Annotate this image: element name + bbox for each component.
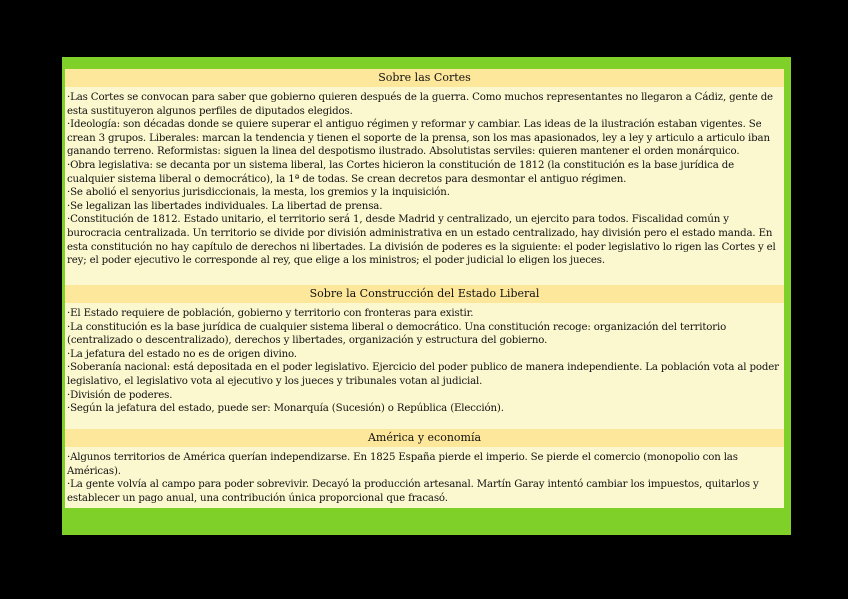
paragraph: ·Algunos territorios de América querían independizarse. En 1825 España pierde el imperio. Se pierde el comercio (monopolio con las Américas). [67, 452, 738, 477]
paragraph: ·Constitución de 1812. Estado unitario, el territorio será 1, desde Madrid y centralizado, un ejercito para todos. Fiscalidad común y burocracia centralizada. Un territorio se divide por división administrativa en un estado centralizado, hay división pero el estado manda. En esta constitución no hay capítulo de derechos ni libertades. La división de poderes es la siguiente: el poder legislativo lo rigen las Cortes y el rey; el poder ejecutivo le corresponde al rey, que elige a los ministros; el poder judicial lo eligen los jueces. [67, 214, 776, 267]
paragraph: ·Soberanía nacional: está depositada en el poder legislativo. Ejercicio del poder publico de manera independiente. La población vota al poder legislativo, el legislativo vota al ejecutivo y los jueces y tribunales votan al judicial. [67, 362, 779, 387]
section-estado-liberal [65, 285, 784, 429]
section-body [65, 447, 784, 509]
paragraph: ·Ideología: son décadas donde se quiere superar el antiguo régimen y reformar y cambiar. Las ideas de la ilustración estaban vigentes. Se crean 3 grupos. Liberales: marcan la tendencia y tienen el soporte de la prensa, son los mas apasionados, ley a ley y articulo a articulo iban ganando terreno. Reformistas: siguen la linea del despotismo ilustrado. Absolutistas serviles: quieren mantener el orden monárquico. [67, 119, 770, 158]
paragraph: ·Según la jefatura del estado, puede ser: Monarquía (Sucesión) o República (Elección). [67, 403, 504, 415]
paragraph: ·La jefatura del estado no es de origen divino. [67, 348, 297, 360]
section-title: Sobre la Construcción del Estado Liberal [65, 285, 784, 303]
paragraph: ·Obra legislativa: se decanta por un sistema liberal, las Cortes hicieron la constitución de 1812 (la constitución es la base jurídica de cualquier sistema liberal o democrático), la 1ª de todas. Se crean decretos para desmontar el antiguo régimen. [67, 159, 734, 185]
paragraph: ·La constitución es la base jurídica de cualquier sistema liberal o democrático. Una constitución recoge: organización del territorio (centralizado o descentralizado), derechos y libertades, organización y estructura del gobierno. [67, 321, 727, 347]
section-cortes [65, 69, 784, 285]
paragraph: ·La gente volvía al campo para poder sobrevivir. Decayó la producción artesanal. Martín Garay intentó cambiar los impuestos, quitarlos y establecer un pago anual, una contribución única proporcional que fracasó. [67, 479, 759, 504]
frame-bottom-strip [62, 508, 791, 522]
paragraph: ·Se legalizan las libertades individuales. La libertad de prensa. [67, 200, 383, 212]
section-body [65, 87, 784, 285]
document-frame [62, 57, 791, 535]
section-america-economia [65, 429, 784, 509]
document-page [65, 69, 784, 521]
paragraph: ·Las Cortes se convocan para saber que gobierno quieren después de la guerra. Como muchos representantes no llegaron a Cádiz, gente de esta sustituyeron algunos perfiles de diputados elegidos. [67, 92, 773, 117]
paragraph: ·El Estado requiere de población, gobierno y territorio con fronteras para existir. [67, 308, 474, 319]
paragraph: ·Se abolió el senyorius jurisdiccionais, la mesta, los gremios y la inquisición. [67, 187, 450, 199]
section-body [65, 303, 784, 429]
paragraph: ·División de poderes. [67, 389, 173, 401]
section-title: América y economía [65, 429, 784, 447]
section-title: Sobre las Cortes [65, 69, 784, 87]
